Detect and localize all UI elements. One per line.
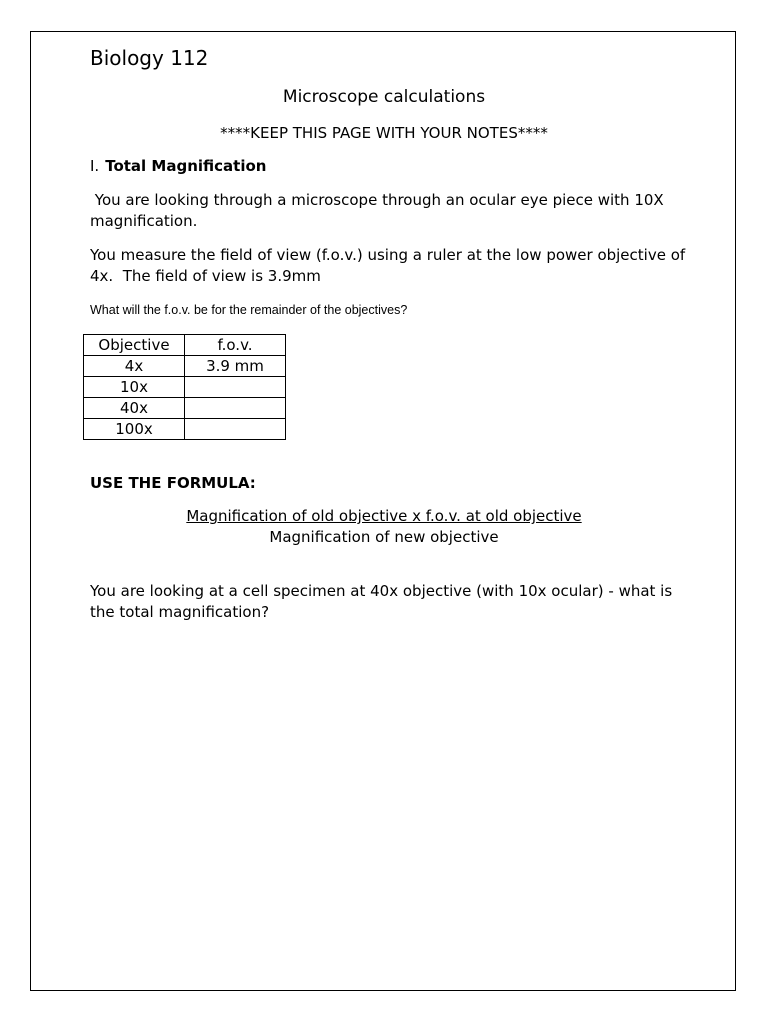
table-cell-fov: [185, 377, 286, 398]
table-cell-objective: 4x: [84, 356, 185, 377]
total-magnification-question: You are looking at a cell specimen at 40x objective (with 10x ocular) - what is the total magnification?: [90, 582, 673, 621]
section-heading: [90, 156, 266, 176]
table-cell-fov: [185, 419, 286, 440]
table-cell-fov: [185, 398, 286, 419]
fov-paragraph: You measure the field of view (f.o.v.) using a ruler at the low power objective of 4x. The field of view is 3.9mm: [90, 246, 690, 285]
table-cell-fov: 3.9 mm: [185, 356, 286, 377]
course-title: Biology 112: [90, 46, 209, 70]
table-row: [84, 356, 286, 377]
formula-numerator-text: Magnification of old objective x f.o.v. at old objective: [186, 507, 582, 525]
table-header-row: [84, 335, 286, 356]
formula-denominator: Magnification of new objective: [269, 528, 499, 546]
table-header-objective: Objective: [84, 335, 185, 356]
table-header-fov: f.o.v.: [185, 335, 286, 356]
formula-heading: USE THE FORMULA:: [90, 474, 256, 492]
ocular-paragraph: You are looking through a microscope through an ocular eye piece with 10X magnification.: [90, 191, 669, 230]
page-title: Microscope calculations: [282, 87, 486, 107]
section-label: Total Magnification: [105, 157, 267, 175]
section-number: I.: [90, 157, 100, 175]
table-row: [84, 419, 286, 440]
table-cell-objective: 100x: [84, 419, 185, 440]
fov-table: [83, 334, 286, 440]
table-cell-objective: 40x: [84, 398, 185, 419]
table-row: [84, 398, 286, 419]
formula-numerator: [0, 506, 768, 527]
keep-page-note: ****KEEP THIS PAGE WITH YOUR NOTES****: [220, 124, 548, 142]
table-row: [84, 377, 286, 398]
table-cell-objective: 10x: [84, 377, 185, 398]
fov-question: What will the f.o.v. be for the remainder of the objectives?: [90, 303, 408, 317]
